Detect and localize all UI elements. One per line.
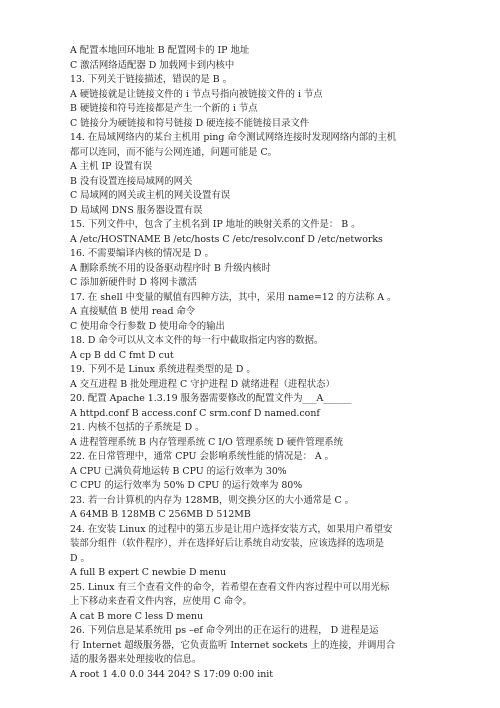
text-line: 装部分组件（软件程序），并在选择好后让系统自动安装，应该选择的选项是 <box>70 538 385 549</box>
text-line: B 没有设置连接局域网的网关 <box>70 175 193 187</box>
text-line: A 64MB B 128MB C 256MB D 512MB <box>70 509 251 520</box>
text-line: A 进程管理系统 B 内存管理系统 C I/O 管理系统 D 硬件管理系统 <box>70 436 343 448</box>
text-line: A 直接赋值 B 使用 read 命令 <box>70 306 196 317</box>
question-24: 24. 在安装 Linux 的过程中的第五步是让用户选择安装方式，如果用户希望安 <box>70 523 393 535</box>
text-line: A root 1 4.0 0.0 344 204? S 17:09 0:00 init <box>70 668 273 680</box>
text-line: A 硬链接就是让链接文件的 i 节点号指向被链接文件的 i 节点 <box>70 88 323 100</box>
text-line: 都可以连同，而不能与公网连通，问题可能是 C。 <box>70 146 278 158</box>
text-line: A cat B more C less D menu <box>70 610 204 622</box>
question-17: 17. 在 shell 中变量的赋值有四种方法，其中，采用 name=12 的方法称 A 。 <box>70 291 397 303</box>
text-line: A 交互进程 B 批处理进程 C 守护进程 D 就绪进程（进程状态） <box>70 378 335 390</box>
text-line: 行 Internet 超级服务器，它负责监听 Internet sockets 上的连接，并调用合 <box>70 639 396 651</box>
question-26: 26. 下列信息是某系统用 ps –ef 命令列出的正在运行的进程， D 进程是运 <box>70 625 379 636</box>
text-line: A cp B dd C fmt D cut <box>70 349 174 361</box>
text-line: C CPU 的运行效率为 50% D CPU 的运行效率为 80% <box>70 480 303 491</box>
text-line: B 硬链接和符号连接都是产生一个新的 i 节点 <box>70 103 258 114</box>
text-line: A /etc/HOSTNAME B /etc/hosts C /etc/resolv.conf D /etc/networks <box>70 233 383 245</box>
question-16: 16. 不需要编译内核的情况是 D 。 <box>70 248 214 259</box>
text-line: A full B expert C newbie D menu <box>70 567 227 578</box>
text-line: A 主机 IP 设置有误 <box>70 161 152 172</box>
question-25: 25. Linux 有三个查看文件的命令，若希望在查看文件内容过程中可以用光标 <box>70 581 390 593</box>
question-23: 23. 若一台计算机的内存为 128MB，则交换分区的大小通常是 C 。 <box>70 494 355 506</box>
text-line: C 使用命令行参数 D 使用命令的输出 <box>70 320 225 332</box>
text-line: C 链接分为硬链接和符号链接 D 硬连接不能链接目录文件 <box>70 117 310 129</box>
question-19: 19. 下列不是 Linux 系统进程类型的是 D 。 <box>70 364 256 375</box>
text-line: A httpd.conf B access.conf C srm.conf D named.conf <box>70 407 320 419</box>
question-13: 13. 下列关于链接描述，错误的是 B 。 <box>70 74 232 85</box>
text-line: C 激活网络适配器 D 加载网卡到内核中 <box>70 59 235 71</box>
text-line: 上下移动来查看文件内容，应使用 C 命令。 <box>70 596 252 607</box>
question-18: 18. D 命令可以从文本文件的每一行中截取指定内容的数据。 <box>70 335 324 346</box>
text-line: 适的服务器来处理接收的信息。 <box>70 654 202 665</box>
question-22: 22. 在日常管理中，通常 CPU 会影响系统性能的情况是： A 。 <box>70 451 335 462</box>
text-line: A 配置本地回环地址 B 配置网卡的 IP 地址 <box>70 45 250 56</box>
question-14: 14. 在局域网络内的某台主机用 ping 命令测试网络连接时发现网络内部的主机 <box>70 132 397 143</box>
text-line: C 局域网的网关或主机的网关设置有误 <box>70 190 231 201</box>
text-line: A CPU 已满负荷地运转 B CPU 的运行效率为 30% <box>70 465 287 477</box>
question-20: 20. 配置 Apache 1.3.19 服务器需要修改的配置文件为___A______ <box>70 393 352 404</box>
text-line: C 添加新硬件时 D 将网卡激活 <box>70 277 197 288</box>
question-21: 21. 内核不包括的子系统是 D 。 <box>70 422 205 433</box>
text-line: D 。 <box>70 552 90 564</box>
text-line: D 局域网 DNS 服务器设置有误 <box>70 204 203 216</box>
text-line: A 删除系统不用的设备驱动程序时 B 升级内核时 <box>70 262 271 274</box>
question-15: 15. 下列文件中，包含了主机名到 IP 地址的映射关系的文件是： B 。 <box>70 219 361 230</box>
